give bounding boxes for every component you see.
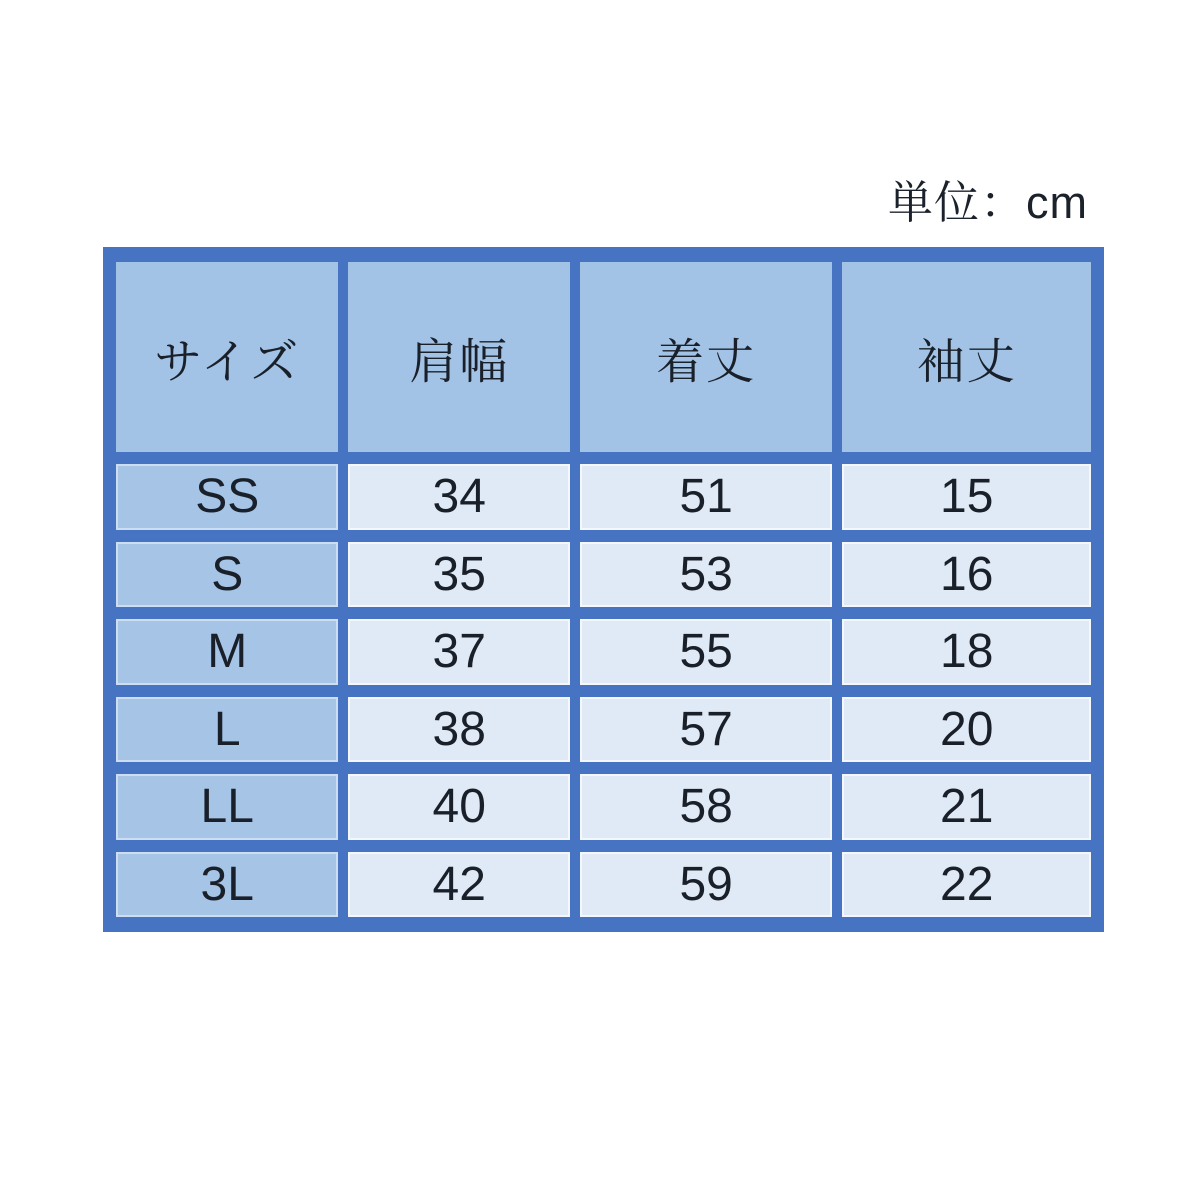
size-label-cell: L — [116, 697, 338, 763]
value-cell: 18 — [842, 619, 1091, 685]
value-cell: 15 — [842, 464, 1091, 530]
header-cell-size: サイズ — [116, 262, 338, 452]
value-cell: 35 — [348, 542, 569, 608]
value-cell: 20 — [842, 697, 1091, 763]
table-row — [116, 697, 1091, 763]
value-cell: 51 — [580, 464, 833, 530]
value-cell: 37 — [348, 619, 569, 685]
table-row — [116, 464, 1091, 530]
size-table — [103, 247, 1104, 932]
unit-label: 単位：cm — [888, 177, 1088, 228]
size-label-cell: M — [116, 619, 338, 685]
value-cell: 16 — [842, 542, 1091, 608]
value-cell: 22 — [842, 852, 1091, 918]
value-cell: 34 — [348, 464, 569, 530]
value-cell: 42 — [348, 852, 569, 918]
size-label-cell: LL — [116, 774, 338, 840]
table-row — [116, 619, 1091, 685]
table-row — [116, 774, 1091, 840]
value-cell: 58 — [580, 774, 833, 840]
size-label-cell: SS — [116, 464, 338, 530]
header-cell-sleeve-length: 袖丈 — [842, 262, 1091, 452]
size-label-cell: 3L — [116, 852, 338, 918]
value-cell: 53 — [580, 542, 833, 608]
value-cell: 21 — [842, 774, 1091, 840]
table-row — [116, 852, 1091, 918]
value-cell: 55 — [580, 619, 833, 685]
header-cell-body-length: 着丈 — [580, 262, 833, 452]
size-label-cell: S — [116, 542, 338, 608]
header-row — [116, 262, 1091, 452]
table-row — [116, 542, 1091, 608]
header-cell-shoulder-width: 肩幅 — [348, 262, 569, 452]
value-cell: 40 — [348, 774, 569, 840]
value-cell: 38 — [348, 697, 569, 763]
value-cell: 57 — [580, 697, 833, 763]
value-cell: 59 — [580, 852, 833, 918]
